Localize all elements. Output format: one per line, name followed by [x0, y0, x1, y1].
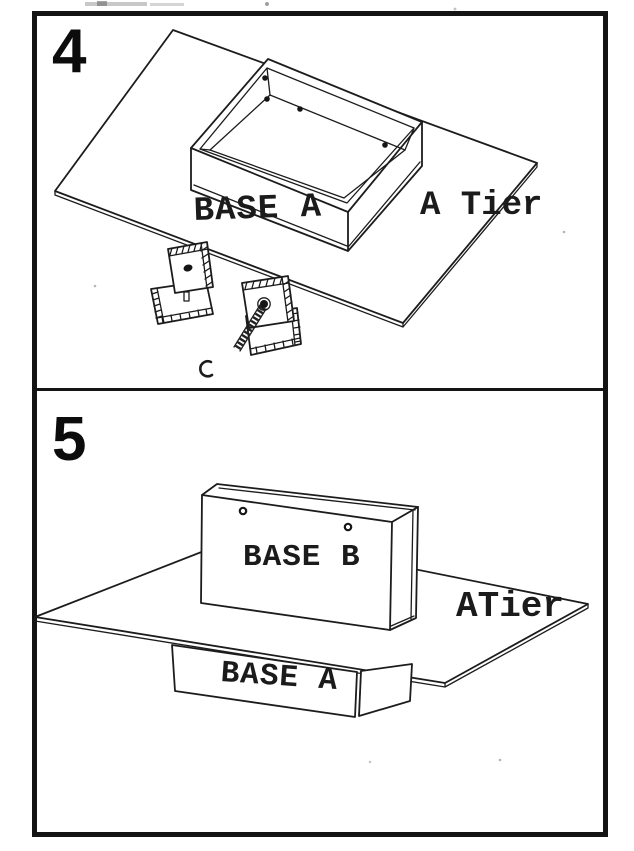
hardware-cam-bolt-right — [200, 276, 301, 376]
panel5-a-tier-label: ATier — [456, 586, 565, 627]
panel5-base-b-label: BASE B — [243, 540, 361, 575]
panel4-a-tier-label: A Tier — [420, 187, 543, 225]
panel4-base-a-label: BASE A — [193, 188, 323, 231]
retainer-clip-drawing — [200, 361, 212, 376]
hardware-cam-lock-left — [151, 242, 213, 324]
step-number-5: 5 — [52, 405, 87, 474]
step-number-4: 4 — [52, 17, 87, 86]
panel5-base-a-label: BASE A — [219, 656, 340, 700]
